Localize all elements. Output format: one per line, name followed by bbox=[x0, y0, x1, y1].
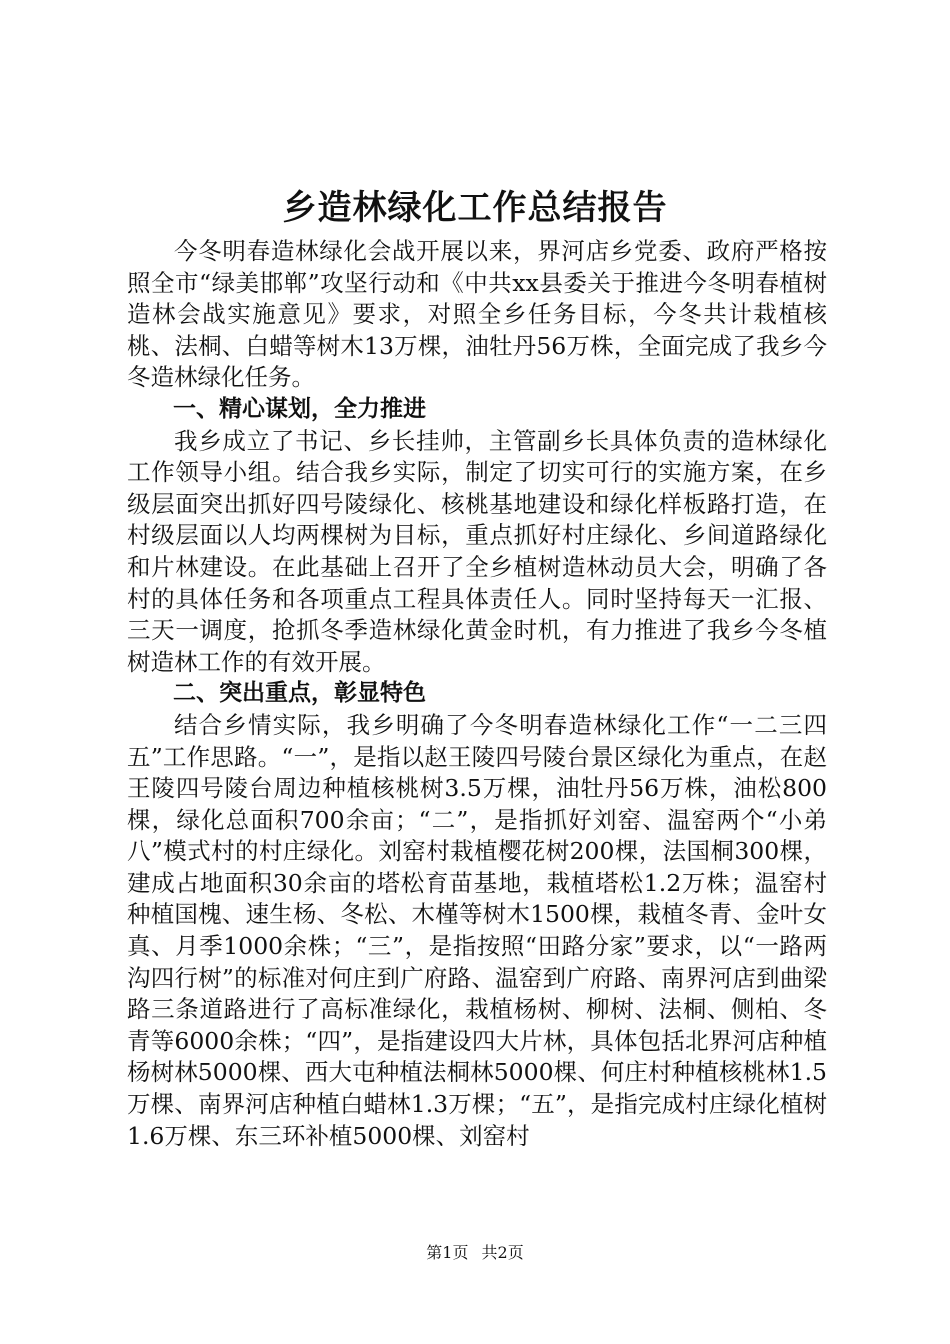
section-1-paragraph: 我乡成立了书记、乡长挂帅，主管副乡长具体负责的造林绿化工作领导小组。结合我乡实际，制定了切实可行的实施方案，在乡级层面突出抓好四号陵绿化、核桃基地建设和绿化样板路打造，在村级层面以人均两棵树为目标，重点抓好村庄绿化、乡间道路绿化和片林建设。在此基础上召开了全乡植树造林动员大会，明确了各村的具体任务和各项重点工程具体责任人。同时坚持每天一汇报、三天一调度，抢抓冬季造林绿化黄金时机，有力推进了我乡今冬植树造林工作的有效开展。 bbox=[127, 426, 827, 676]
document-body bbox=[127, 236, 827, 1152]
intro-paragraph: 今冬明春造林绿化会战开展以来，界河店乡党委、政府严格按照全市“绿美邯郸”攻坚行动和《中共xx县委关于推进今冬明春植树造林会战实施意见》要求，对照全乡任务目标，今冬共计栽植核桃、法桐、白蜡等树木13万棵，油牡丹56万株，全面完成了我乡今冬造林绿化任务。 bbox=[127, 237, 827, 392]
section-2-paragraph: 结合乡情实际，我乡明确了今冬明春造林绿化工作“一二三四五”工作思路。“一”，是指以赵王陵四号陵台景区绿化为重点，在赵王陵四号陵台周边种植核桃树3.5万棵，油牡丹56万株，油松800棵，绿化总面积700余亩；“二”，是指抓好刘窑、温窑两个“小弟八”模式村的村庄绿化。刘窑村栽植樱花树200棵，法国桐300棵，建成占地面积30余亩的塔松育苗基地，栽植塔松1.2万株；温窑村种植国槐、速生杨、冬松、木槿等树木1500棵，栽植冬青、金叶女真、月季1000余株；“三”，是指按照“田路分家”要求，以“一路两沟四行树”的标准对何庄到广府路、温窑到广府路、南界河店到曲梁路三条道路进行了高标准绿化，栽植杨树、柳树、法桐、侧柏、冬青等6000余株；“四”，是指建设四大片林，具体包括北界河店种植杨树林5000棵、西大屯种植法桐林5000棵、何庄村种植核桃林1.5万棵、南界河店种植白蜡林1.3万棵；“五”，是指完成村庄绿化植树1.6万棵、东三环补植5000棵、刘窑村 bbox=[127, 710, 827, 1150]
page-number-total: 共2页 bbox=[481, 1243, 524, 1262]
page-number-current: 第1页 bbox=[426, 1243, 469, 1262]
document-title: 乡造林绿化工作总结报告 bbox=[282, 188, 668, 228]
page-footer bbox=[0, 1242, 950, 1264]
section-heading-1: 一、精心谋划，全力推进 bbox=[173, 395, 426, 422]
section-heading-2: 二、突出重点，彰显特色 bbox=[173, 680, 426, 707]
